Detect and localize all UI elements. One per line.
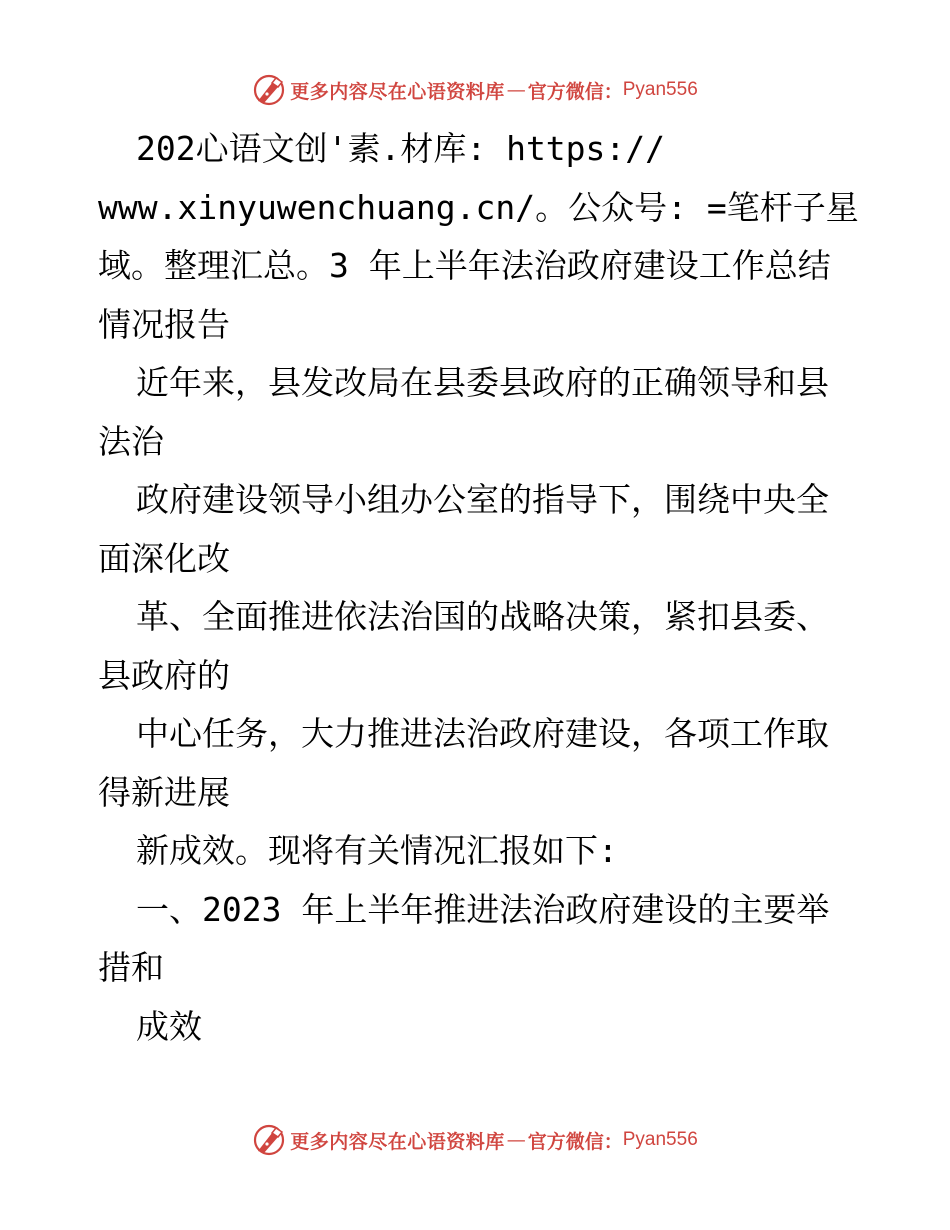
body-line: 面深化改 [98, 538, 230, 578]
section-heading-line: 成效 [136, 1006, 202, 1046]
body-line: 近年来，县发改局在县委县政府的正确领导和县 [136, 363, 829, 402]
watermark-wechat-label: 官方微信： [527, 80, 623, 103]
header-watermark-banner [0, 70, 950, 110]
watermark-dash: — [506, 79, 526, 101]
body-line: 域。整理汇总。3 年上半年法治政府建设工作总结 [98, 246, 831, 285]
watermark-wechat-label: 官方微信： [527, 1130, 623, 1153]
body-line: 革、全面推进依法治国的战略决策，紧扣县委、 [136, 597, 829, 636]
body-line: 得新进展 [98, 772, 230, 812]
footer-watermark-banner [0, 1120, 950, 1160]
body-line: 新成效。现将有关情况汇报如下: [136, 831, 618, 870]
body-line: www.xinyuwenchuang.cn/。公众号: =笔杆子星 [98, 187, 859, 227]
pen-nib-logo-icon [252, 1123, 286, 1157]
body-line: 法治 [98, 421, 164, 461]
watermark-wechat-id: Pyan556 [622, 79, 698, 100]
pen-nib-logo-icon [252, 73, 286, 107]
body-line: 县政府的 [98, 655, 230, 695]
document-body [98, 120, 868, 1056]
body-line: 情况报告 [98, 304, 230, 344]
watermark-wechat-id: Pyan556 [622, 1129, 698, 1150]
section-heading-line: 一、2023 年上半年推进法治政府建设的主要举 [136, 889, 830, 929]
watermark-main-text: 更多内容尽在心语资料库 [290, 80, 505, 103]
body-line: 政府建设领导小组办公室的指导下，围绕中央全 [136, 480, 829, 519]
watermark-dash: — [506, 1129, 526, 1151]
body-line: 中心任务，大力推进法治政府建设，各项工作取 [136, 714, 829, 753]
section-heading-line: 措和 [98, 948, 164, 987]
body-line: 202心语文创'素.材库: https:// [136, 129, 666, 168]
watermark-main-text: 更多内容尽在心语资料库 [290, 1130, 505, 1153]
